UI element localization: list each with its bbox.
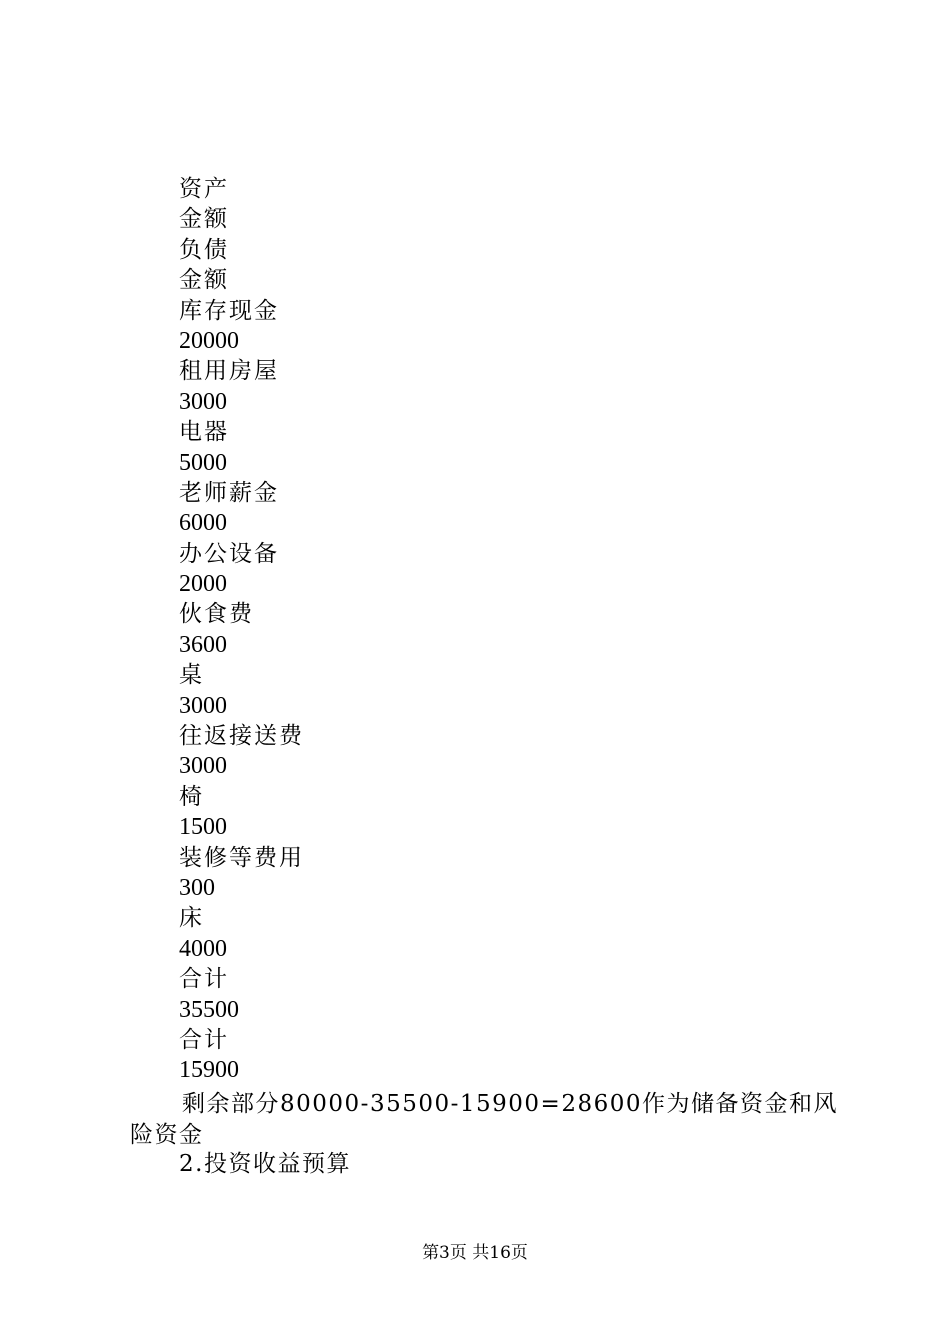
text-line: 资产 xyxy=(179,176,229,202)
amount-line: 6000 xyxy=(179,510,227,537)
amount-line: 300 xyxy=(179,874,215,901)
amount-line: 1500 xyxy=(179,814,227,841)
text-line: 金额 xyxy=(179,267,229,294)
page-footer: 第3页 共16页 xyxy=(422,1243,528,1263)
amount-line: 3000 xyxy=(179,388,227,415)
text-line: 伙食费 xyxy=(179,601,254,628)
text-line: 合计 xyxy=(179,1026,229,1053)
amount-line: 15900 xyxy=(179,1057,239,1084)
text-line: 桌 xyxy=(179,662,204,689)
amount-line: 3600 xyxy=(179,631,227,658)
amount-line: 5000 xyxy=(179,449,227,476)
budget-table-lines xyxy=(179,174,304,1086)
text-line: 合计 xyxy=(179,966,229,993)
text-line: 办公设备 xyxy=(179,540,279,567)
amount-line: 3000 xyxy=(179,692,227,719)
text-line: 往返接送费 xyxy=(179,723,304,750)
amount-line: 35500 xyxy=(179,996,239,1023)
text-line: 椅 xyxy=(179,783,204,810)
text-line: 金额 xyxy=(179,206,229,233)
amount-line: 2000 xyxy=(179,571,227,598)
text-line: 床 xyxy=(179,905,204,932)
section-heading: 2.投资收益预算 xyxy=(179,1151,351,1177)
amount-line: 20000 xyxy=(179,327,239,354)
text-line: 库存现金 xyxy=(179,297,279,324)
remaining-funds-paragraph: 剩余部分80000-35500-15900=28600作为储备资金和风险资金 xyxy=(130,1091,838,1148)
amount-line: 3000 xyxy=(179,753,227,780)
text-line: 租用房屋 xyxy=(179,358,279,385)
text-line: 老师薪金 xyxy=(179,479,279,506)
amount-line: 4000 xyxy=(179,935,227,962)
text-line: 负债 xyxy=(179,236,229,263)
text-line: 装修等费用 xyxy=(179,844,304,871)
text-line: 电器 xyxy=(179,419,229,446)
